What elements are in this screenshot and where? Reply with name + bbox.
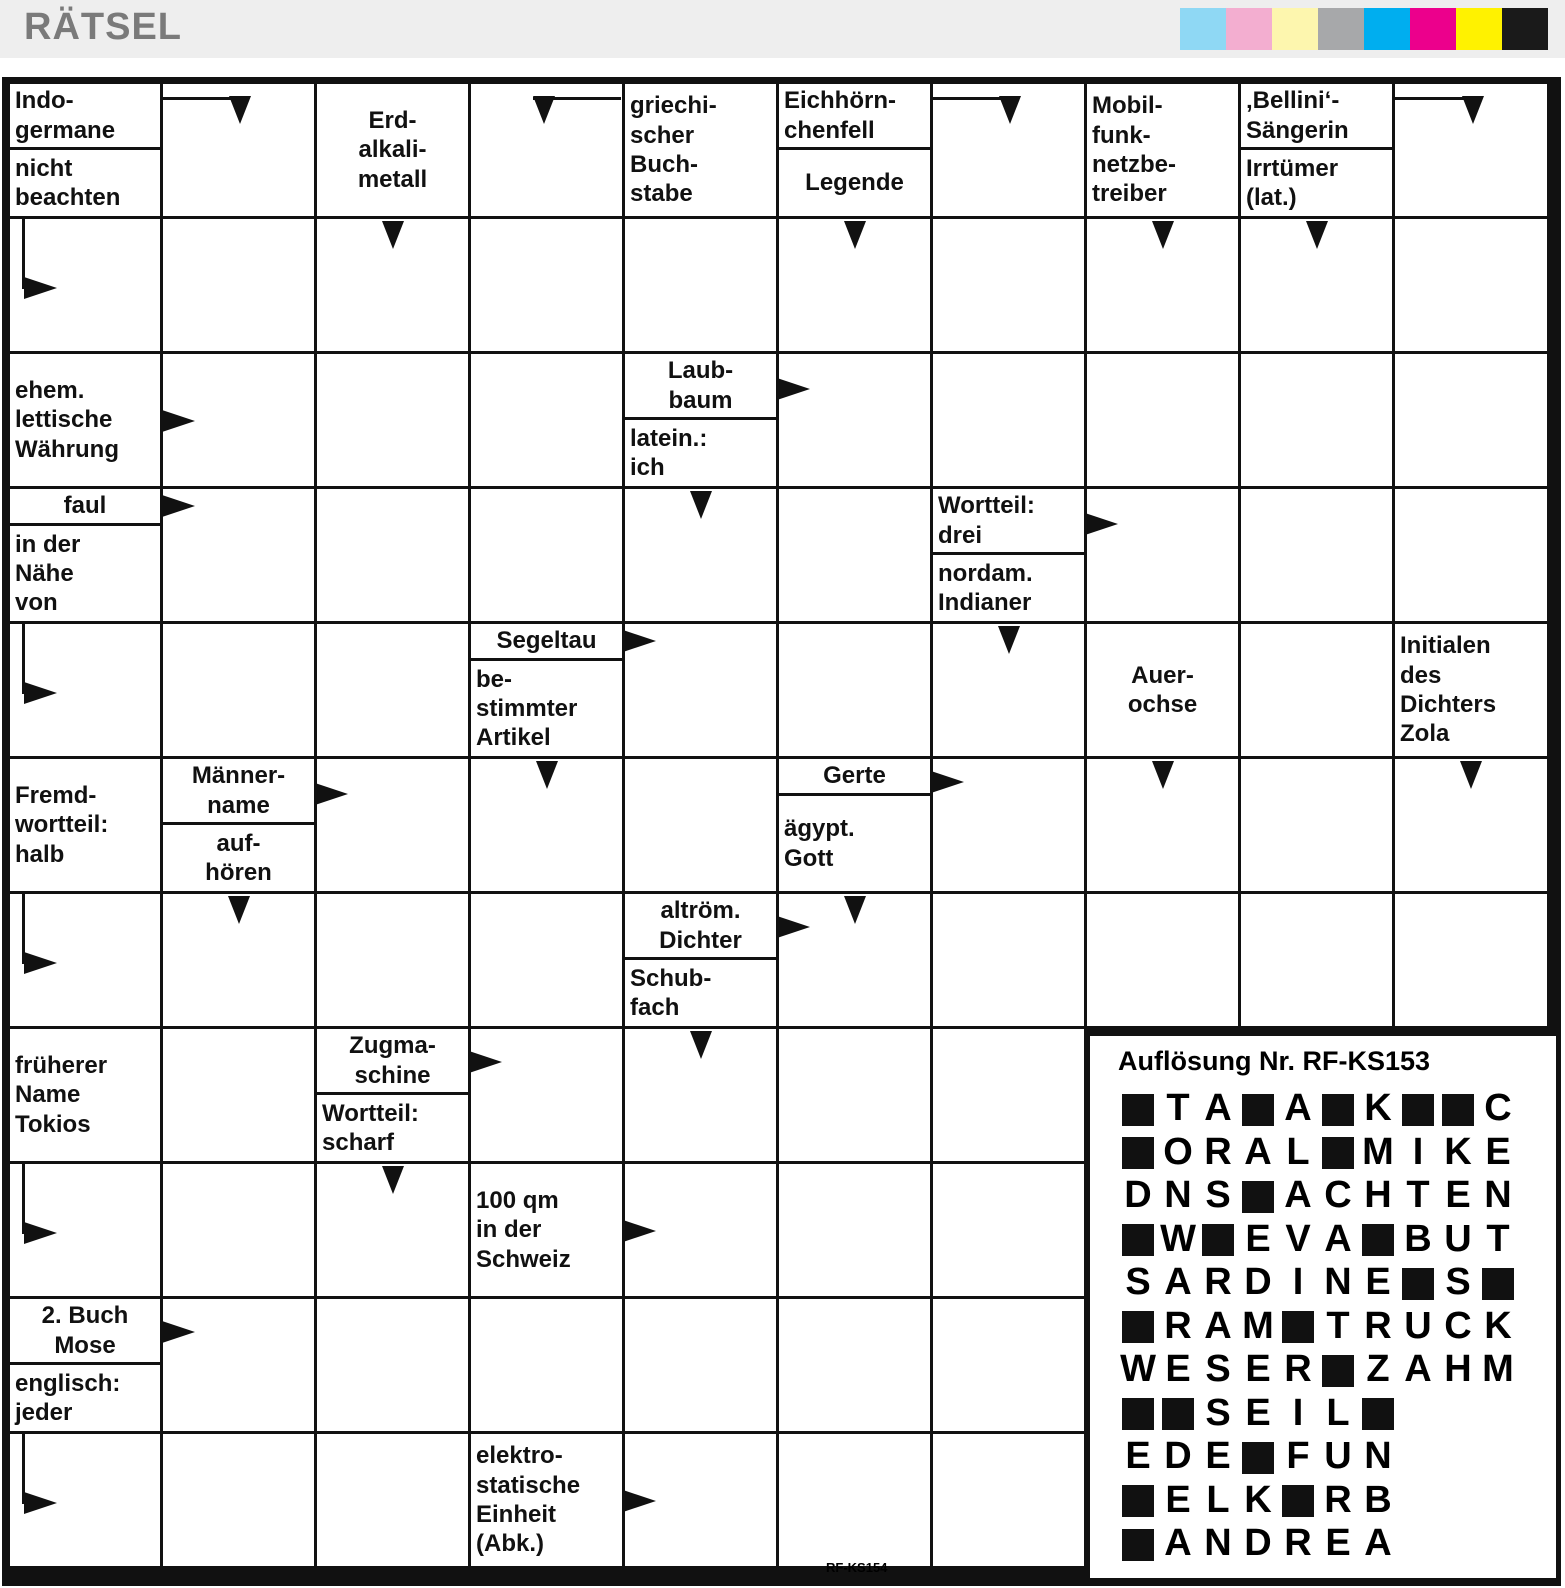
answer-cell[interactable] [317, 759, 468, 891]
arrow-down-icon [998, 626, 1020, 654]
solution-letter: D [1164, 1435, 1192, 1477]
solution-letter: L [1206, 1478, 1230, 1521]
arrow-down-icon [844, 221, 866, 249]
solution-letter: M [1482, 1348, 1514, 1390]
solution-letter: N [1164, 1174, 1192, 1216]
answer-cell[interactable] [933, 1299, 1084, 1431]
clue-c9: Irrtümer (lat.) [1241, 150, 1392, 216]
solution-letter: S [1205, 1391, 1231, 1434]
answer-cell[interactable] [933, 894, 1084, 1026]
arrow-down-icon [844, 896, 866, 924]
color-swatch [1502, 8, 1548, 50]
clue-c15: Wortteil: drei [933, 489, 1084, 552]
answer-cell[interactable] [471, 219, 622, 351]
solution-letter: C [1484, 1087, 1512, 1129]
arrow-down-icon [382, 221, 404, 249]
arrow-down-icon [382, 1166, 404, 1194]
black-square [1438, 1088, 1478, 1128]
clue-c28: früherer Name Tokios [10, 1029, 160, 1161]
answer-cell[interactable] [317, 1299, 468, 1431]
solution-letter: K [1444, 1130, 1472, 1173]
solution-row [1118, 1088, 1518, 1128]
solution-letter: E [1365, 1261, 1391, 1303]
clue-c12: latein.: ich [625, 420, 776, 486]
solution-letter: U [1404, 1304, 1432, 1347]
solution-letter: A [1284, 1087, 1312, 1129]
answer-cell[interactable] [471, 1029, 622, 1161]
color-swatch [1180, 8, 1226, 50]
answer-cell[interactable] [779, 489, 930, 621]
solution-letter: L [1286, 1130, 1310, 1173]
color-swatch [1318, 8, 1364, 50]
answer-cell[interactable] [317, 624, 468, 756]
solution-letter: T [1406, 1174, 1430, 1216]
answer-cell[interactable] [163, 1164, 314, 1296]
arrow-down-icon [690, 1031, 712, 1059]
solution-panel [1090, 1036, 1556, 1578]
solution-row [1118, 1219, 1518, 1259]
solution-letter: S [1205, 1174, 1231, 1216]
arrow-down-icon [228, 896, 250, 924]
solution-letter: U [1444, 1217, 1472, 1260]
answer-cell[interactable] [779, 1164, 930, 1296]
black-square [1118, 1306, 1158, 1346]
answer-cell[interactable] [163, 1434, 314, 1566]
answer-cell[interactable] [625, 759, 776, 891]
solution-letter: S [1205, 1348, 1231, 1390]
answer-cell[interactable] [625, 219, 776, 351]
solution-letter: R [1284, 1522, 1312, 1564]
solution-letter: M [1362, 1130, 1394, 1173]
answer-cell[interactable] [471, 489, 622, 621]
solution-letter: U [1324, 1435, 1352, 1477]
arrow-right-icon [162, 495, 195, 517]
black-square [1118, 1480, 1158, 1520]
solution-letter: A [1244, 1130, 1272, 1173]
solution-row [1118, 1436, 1398, 1476]
black-square [1398, 1088, 1438, 1128]
arrow-right-icon [931, 771, 964, 793]
answer-cell[interactable] [317, 1434, 468, 1566]
arrow-down-icon [1306, 221, 1328, 249]
black-square [1318, 1132, 1358, 1172]
solution-letter: A [1364, 1522, 1392, 1564]
arrow-down-icon [1460, 761, 1482, 789]
arrow-guide-line [163, 97, 238, 100]
solution-letter: B [1364, 1478, 1392, 1521]
solution-letter: R [1364, 1304, 1392, 1347]
answer-cell[interactable] [1087, 894, 1238, 1026]
clue-c1: Indo- germane [10, 84, 160, 147]
arrow-down-icon [536, 761, 558, 789]
clue-c34: elektro- statische Einheit (Abk.) [471, 1434, 622, 1566]
solution-letter: N [1484, 1174, 1512, 1216]
solution-letter: H [1364, 1174, 1392, 1216]
black-square [1238, 1088, 1278, 1128]
black-square [1118, 1088, 1158, 1128]
color-swatch [1410, 8, 1456, 50]
arrow-right-icon [162, 410, 195, 432]
answer-cell[interactable] [163, 624, 314, 756]
answer-cell[interactable] [933, 219, 1084, 351]
answer-cell[interactable] [1241, 894, 1392, 1026]
clue-c13: faul [10, 489, 160, 523]
answer-cell[interactable] [933, 1029, 1084, 1161]
black-square [1358, 1393, 1398, 1433]
arrow-down-icon [533, 96, 555, 124]
answer-cell[interactable] [1395, 489, 1547, 621]
answer-cell[interactable] [779, 624, 930, 756]
clue-c31: 100 qm in der Schweiz [471, 1164, 622, 1296]
answer-cell[interactable] [471, 354, 622, 486]
solution-letter: W [1160, 1217, 1196, 1260]
puzzle-code: RF-KS154 [826, 1560, 888, 1575]
arrow-guide-line [22, 1164, 25, 1234]
solution-letter: D [1244, 1522, 1272, 1564]
solution-letter: D [1244, 1261, 1272, 1303]
solution-letter: A [1164, 1522, 1192, 1564]
solution-letter: N [1204, 1522, 1232, 1564]
black-square [1198, 1219, 1238, 1259]
black-square [1358, 1219, 1398, 1259]
arrow-right-icon [315, 783, 348, 805]
solution-row [1118, 1480, 1398, 1520]
answer-cell[interactable] [163, 219, 314, 351]
answer-cell[interactable] [933, 1164, 1084, 1296]
solution-letter: O [1163, 1130, 1193, 1173]
clue-c8: ‚Bellini‘- Sängerin [1241, 84, 1392, 147]
arrow-guide-line [1395, 97, 1470, 100]
page-header [0, 0, 1565, 58]
solution-letter: S [1125, 1261, 1151, 1303]
arrow-down-icon [1152, 761, 1174, 789]
arrow-down-icon [1462, 96, 1484, 124]
clue-c30: Wortteil: scharf [317, 1095, 468, 1161]
clue-c24: Gerte [779, 759, 930, 793]
clue-c10: ehem. lettische Währung [10, 354, 160, 486]
solution-letter: E [1165, 1478, 1191, 1521]
answer-cell[interactable] [1395, 219, 1547, 351]
black-square [1278, 1306, 1318, 1346]
solution-letter: E [1245, 1348, 1271, 1390]
black-square [1118, 1393, 1158, 1433]
solution-letter: H [1444, 1348, 1472, 1390]
answer-cell[interactable] [1241, 489, 1392, 621]
answer-cell[interactable] [779, 354, 930, 486]
black-square [1118, 1523, 1158, 1563]
answer-cell[interactable] [1241, 624, 1392, 756]
solution-letter: E [1205, 1435, 1231, 1477]
arrow-right-icon [1085, 513, 1118, 535]
solution-row [1118, 1262, 1518, 1302]
solution-letter: R [1324, 1478, 1352, 1521]
clue-c33: englisch: jeder [10, 1365, 160, 1431]
clue-c18: be- stimmter Artikel [471, 661, 622, 756]
arrow-down-icon [229, 96, 251, 124]
arrow-right-icon [469, 1051, 502, 1073]
clue-c16: nordam. Indianer [933, 555, 1084, 621]
color-calibration-bar [1180, 8, 1548, 50]
solution-row [1118, 1523, 1398, 1563]
clue-c4: griechi- scher Buch- stabe [625, 84, 776, 216]
solution-letter: C [1324, 1174, 1352, 1216]
clue-c25: ägypt. Gott [779, 796, 930, 891]
solution-letter: N [1364, 1435, 1392, 1477]
solution-letter: A [1284, 1174, 1312, 1216]
arrow-right-icon [24, 682, 57, 704]
solution-letter: A [1404, 1348, 1432, 1390]
clue-c2: nicht beachten [10, 150, 160, 216]
clue-c29: Zugma- schine [317, 1029, 468, 1092]
clue-c22: Männer- name [163, 759, 314, 822]
solution-letter: S [1445, 1261, 1471, 1303]
solution-row [1118, 1132, 1518, 1172]
clue-c17: Segeltau [471, 624, 622, 658]
clue-c6: Legende [779, 150, 930, 216]
solution-letter: K [1364, 1087, 1392, 1129]
answer-cell[interactable] [1241, 759, 1392, 891]
clue-c14: in der Nähe von [10, 526, 160, 621]
solution-letter: A [1204, 1087, 1232, 1129]
answer-cell[interactable] [779, 1434, 930, 1566]
black-square [1238, 1436, 1278, 1476]
arrow-right-icon [24, 1222, 57, 1244]
solution-letter: K [1484, 1304, 1512, 1347]
arrow-right-icon [623, 1490, 656, 1512]
solution-letter: R [1164, 1304, 1192, 1347]
solution-letter: E [1245, 1217, 1271, 1260]
arrow-guide-line [22, 894, 25, 964]
clue-c32: 2. Buch Mose [10, 1299, 160, 1362]
solution-letter: L [1326, 1391, 1350, 1434]
clue-c27: Schub- fach [625, 960, 776, 1026]
answer-cell[interactable] [471, 894, 622, 1026]
solution-letter: E [1445, 1174, 1471, 1216]
clue-c11: Laub- baum [625, 354, 776, 417]
clue-c26: altröm. Dichter [625, 894, 776, 957]
black-square [1398, 1262, 1438, 1302]
color-swatch [1456, 8, 1502, 50]
arrow-right-icon [777, 378, 810, 400]
solution-letter: C [1444, 1304, 1472, 1347]
clue-c23: auf- hören [163, 825, 314, 891]
solution-title: Auflösung Nr. RF-KS153 [1118, 1046, 1431, 1076]
solution-letter: E [1165, 1348, 1191, 1390]
answer-cell[interactable] [317, 489, 468, 621]
answer-cell[interactable] [317, 354, 468, 486]
arrow-down-icon [999, 96, 1021, 124]
arrow-down-icon [1152, 221, 1174, 249]
arrow-down-icon [690, 491, 712, 519]
solution-letter: R [1284, 1348, 1312, 1390]
arrow-right-icon [162, 1321, 195, 1343]
solution-letter: V [1285, 1217, 1311, 1260]
solution-letter: T [1486, 1217, 1510, 1260]
answer-cell[interactable] [163, 1299, 314, 1431]
solution-letter: B [1404, 1217, 1432, 1260]
arrow-guide-line [533, 97, 621, 100]
solution-letter: R [1204, 1130, 1232, 1173]
clue-c20: Initialen des Dichters Zola [1395, 624, 1547, 756]
black-square [1278, 1480, 1318, 1520]
black-square [1158, 1393, 1198, 1433]
solution-letter: I [1292, 1391, 1304, 1434]
solution-letter: N [1324, 1261, 1352, 1303]
answer-cell[interactable] [1087, 489, 1238, 621]
solution-letter: I [1292, 1261, 1304, 1303]
black-square [1118, 1219, 1158, 1259]
answer-cell[interactable] [779, 1029, 930, 1161]
clue-c19: Auer- ochse [1087, 624, 1238, 756]
clue-c21: Fremd- wortteil: halb [10, 759, 160, 891]
solution-letter: E [1325, 1522, 1351, 1564]
answer-cell[interactable] [317, 894, 468, 1026]
solution-letter: R [1204, 1261, 1232, 1303]
arrow-right-icon [623, 1220, 656, 1242]
arrow-right-icon [24, 277, 57, 299]
answer-cell[interactable] [163, 1029, 314, 1161]
arrow-right-icon [623, 630, 656, 652]
clue-c3: Erd- alkali- metall [317, 84, 468, 216]
solution-letter: W [1120, 1348, 1156, 1390]
answer-cell[interactable] [471, 1299, 622, 1431]
solution-letter: I [1412, 1130, 1424, 1173]
solution-letter: F [1286, 1435, 1310, 1477]
answer-cell[interactable] [1241, 354, 1392, 486]
black-square [1118, 1132, 1158, 1172]
solution-row [1118, 1175, 1518, 1215]
solution-letter: T [1166, 1087, 1190, 1129]
answer-cell[interactable] [933, 1434, 1084, 1566]
solution-letter: K [1244, 1478, 1272, 1521]
solution-letter: A [1324, 1217, 1352, 1260]
answer-cell[interactable] [779, 1299, 930, 1431]
arrow-guide-line [22, 1434, 25, 1504]
answer-cell[interactable] [1087, 354, 1238, 486]
solution-letter: T [1326, 1304, 1350, 1347]
answer-cell[interactable] [1395, 354, 1547, 486]
arrow-guide-line [933, 97, 1008, 100]
solution-row [1118, 1349, 1518, 1389]
clue-c5: Eichhörn- chenfell [779, 84, 930, 147]
answer-cell[interactable] [933, 354, 1084, 486]
arrow-right-icon [777, 916, 810, 938]
color-swatch [1364, 8, 1410, 50]
solution-letter: A [1164, 1261, 1192, 1303]
black-square [1238, 1175, 1278, 1215]
solution-letter: Z [1366, 1348, 1390, 1390]
arrow-right-icon [24, 1492, 57, 1514]
clue-c7: Mobil- funk- netzbe- treiber [1087, 84, 1238, 216]
solution-letter: D [1124, 1174, 1152, 1216]
solution-row [1118, 1306, 1518, 1346]
arrow-guide-line [22, 219, 25, 289]
black-square [1318, 1349, 1358, 1389]
solution-letter: A [1204, 1304, 1232, 1347]
page-title: RÄTSEL [24, 6, 182, 48]
answer-cell[interactable] [1395, 894, 1547, 1026]
solution-letter: E [1485, 1130, 1511, 1173]
arrow-right-icon [24, 952, 57, 974]
solution-letter: M [1242, 1304, 1274, 1347]
arrow-guide-line [22, 624, 25, 694]
color-swatch [1226, 8, 1272, 50]
black-square [1318, 1088, 1358, 1128]
color-swatch [1272, 8, 1318, 50]
solution-row [1118, 1393, 1398, 1433]
black-square [1478, 1262, 1518, 1302]
solution-letter: E [1125, 1435, 1151, 1477]
answer-cell[interactable] [625, 1299, 776, 1431]
solution-letter: E [1245, 1391, 1271, 1434]
